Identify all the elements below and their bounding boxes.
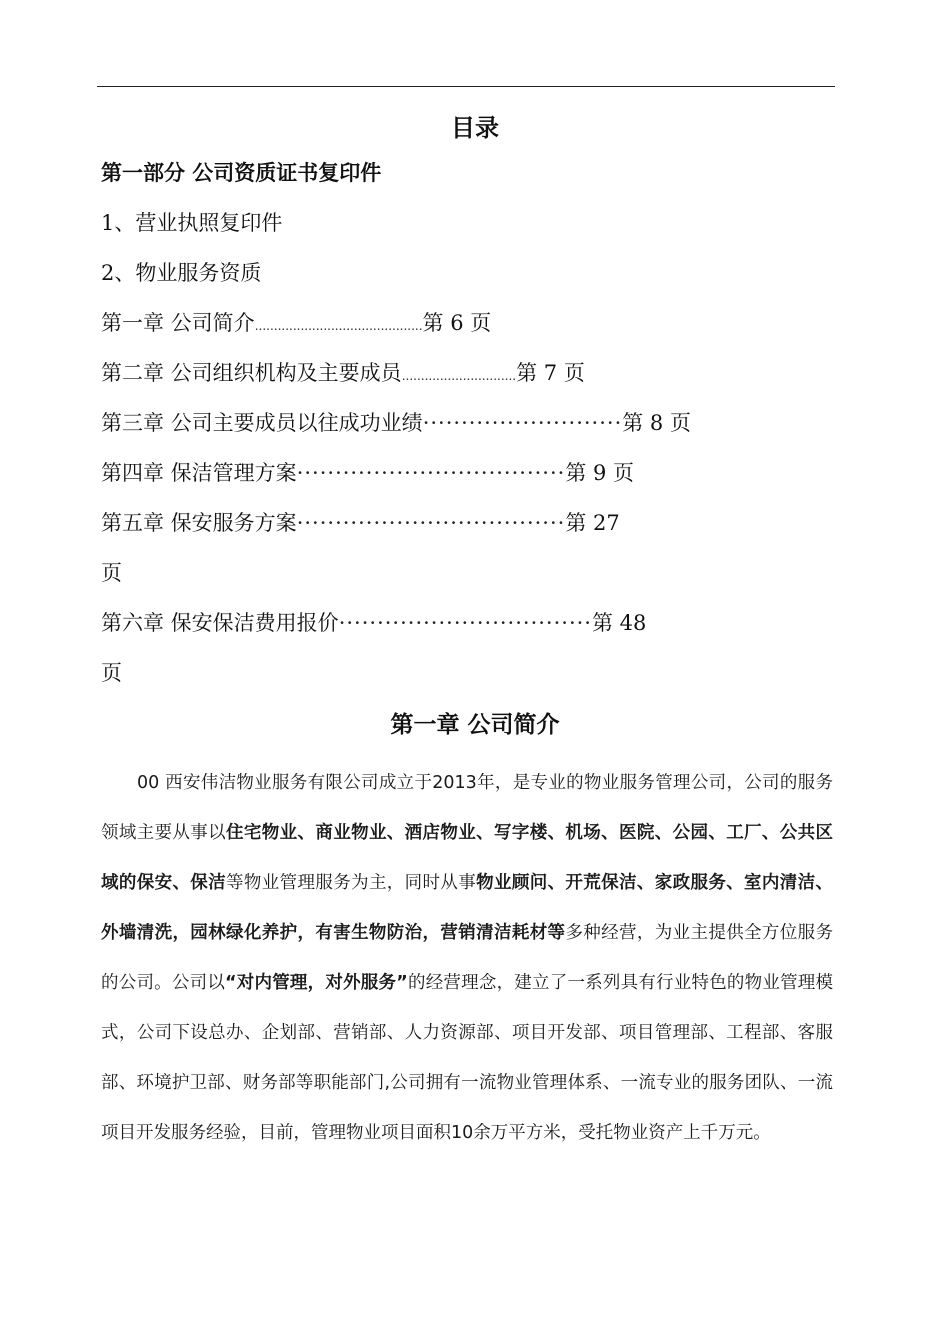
toc-entry-chapter-5[interactable] xyxy=(101,508,620,538)
toc-entry-chapter-2[interactable] xyxy=(101,358,585,391)
company-intro-paragraph xyxy=(101,758,833,1158)
toc-entry-chapter-1[interactable] xyxy=(101,308,491,341)
toc-entry-label: 第二章 公司组织机构及主要成员 xyxy=(101,361,402,385)
toc-page-number: 第 7 页 xyxy=(516,361,585,385)
intro-text: 多种经营，为业主提供全方位服务的公司。公司以 xyxy=(101,923,834,993)
toc-entry-chapter-3[interactable] xyxy=(101,408,691,438)
intro-emphasis: 物业顾问、开荒保洁、家政服务、室内清洁、外墙清洗，园林绿化养护，有害生物防治，营销清洁耗材等 xyxy=(101,873,834,943)
intro-emphasis: “对内管理，对外服务” xyxy=(225,973,408,993)
intro-emphasis: 住宅物业、商业物业、酒店物业、写字楼、机场、医院、公园、工厂、公共区域的保安、保洁 xyxy=(101,823,834,893)
toc-part-item: 1、营业执照复印件 xyxy=(101,211,283,235)
intro-text: 的经营理念，建立了一系列具有行业特色的物业管理模式，公司下设总办、企划部、营销部、人力资源部、项目开发部、项目管理部、工程部、客服部、环境护卫部、财务部等职能部门,公司拥有一流物业管理体系、一流专业的服务团队、一流项目开发服务经验，目前，管理物业项目面积10余万平方米，受托物业资产上千万元。 xyxy=(101,973,834,1143)
toc-entry-chapter-6[interactable] xyxy=(101,608,646,638)
header-rule xyxy=(97,86,835,87)
toc-page-number: 第 8 页 xyxy=(622,411,691,435)
toc-leader: ································· xyxy=(338,611,592,635)
toc-title: 目录 xyxy=(451,114,499,142)
toc-leader: ··································· xyxy=(296,511,566,535)
toc-page-number: 第 9 页 xyxy=(565,461,635,485)
chapter-title: 第一章 公司简介 xyxy=(390,712,560,738)
toc-leader: ·························· xyxy=(422,411,623,435)
toc-part-item: 2、物业服务资质 xyxy=(101,261,262,285)
intro-text: 等物业管理服务为主，同时从事 xyxy=(226,873,477,893)
toc-leader: ··································· xyxy=(296,461,566,485)
toc-page-wrap: 页 xyxy=(101,661,122,685)
toc-page-wrap: 页 xyxy=(101,561,122,585)
toc-entry-label: 第五章 保安服务方案 xyxy=(101,511,297,535)
toc-leader: ............................................ xyxy=(254,319,423,333)
toc-page-number: 第 48 xyxy=(591,611,647,635)
toc-page-number: 第 27 xyxy=(565,511,620,535)
toc-entry-chapter-4[interactable] xyxy=(101,458,634,488)
toc-part-heading: 第一部分 公司资质证书复印件 xyxy=(101,161,382,185)
toc-entry-label: 第六章 保安保洁费用报价 xyxy=(101,611,339,635)
toc-page-number: 第 6 页 xyxy=(422,311,492,335)
toc-entry-label: 第四章 保洁管理方案 xyxy=(101,461,297,485)
toc-entry-label: 第三章 公司主要成员以往成功业绩 xyxy=(101,411,423,435)
toc-leader: .............................. xyxy=(401,369,517,383)
intro-text: 00 西安伟洁物业服务有限公司成立于2013年，是专业的物业服务管理公司，公司的服务领域主要从事以 xyxy=(101,773,833,843)
toc-entry-label: 第一章 公司简介 xyxy=(101,311,255,335)
